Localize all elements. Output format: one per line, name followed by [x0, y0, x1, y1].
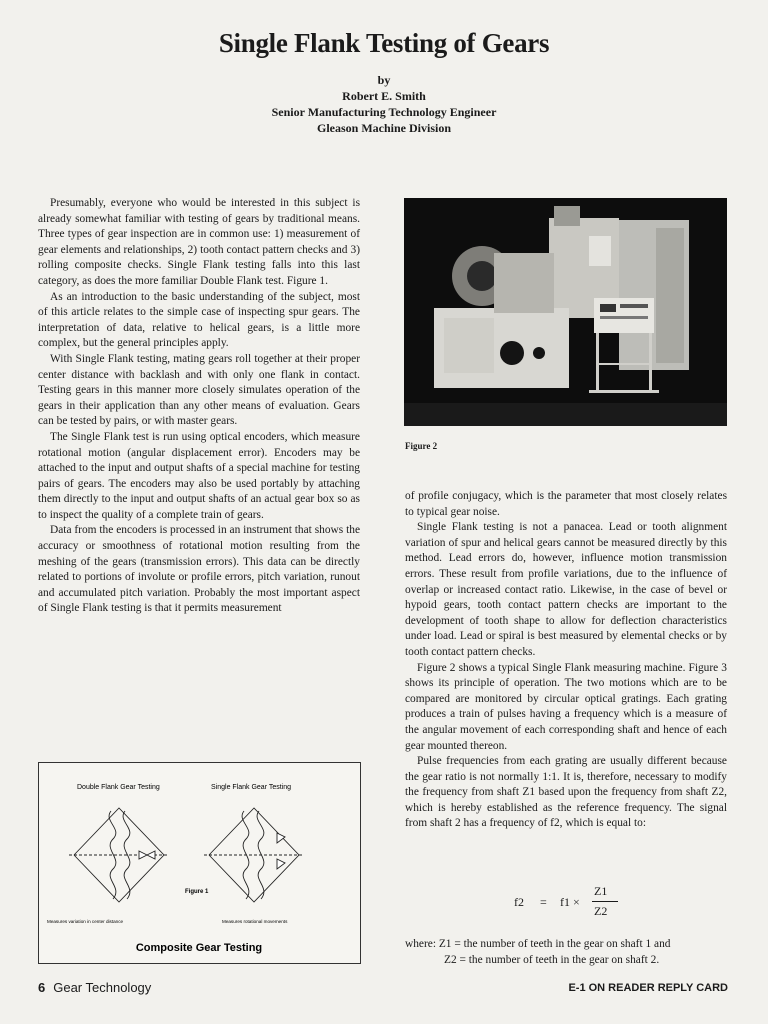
right-column [405, 489, 727, 832]
frequency-formula [510, 884, 630, 924]
page-number: 6 [38, 980, 46, 995]
right-paragraph-4: Pulse frequencies from each grating are usually different because the gear ratio is not normally 1:1. It is, therefore, necessary to modify the frequency from shaft Z1 based upon the frequency from shaft Z2, which is hereby established as the reference frequency. The signal from shaft 2 has a frequency of f2, which is equal to: [405, 755, 727, 830]
byline-author: Robert E. Smith [342, 89, 426, 103]
formula-equals: = [540, 895, 547, 909]
left-paragraph-5: Data from the encoders is processed in an instrument that shows the accuracy or smoothness of rotational motion resulting from the meshing of the gears (transmission errors). This data can be directly related to portions of involute or profile errors, pitch variation, runout and accumulated pitch variation. Probably the most important aspect of Single Flank testing is that it permits measurement [38, 524, 360, 615]
figure-1-title: Composite Gear Testing [135, 942, 263, 954]
figure-1-label: Figure 1 [185, 889, 209, 895]
formula-numerator: Z1 [594, 884, 608, 898]
left-paragraph-2: As an introduction to the basic understanding of the subject, most of this article relates to the simple case of inspecting spur gears. The interpretation of data, relative to helical gears, is a little more complex, but the general principles apply. [38, 290, 360, 350]
right-paragraph-2: Single Flank testing is not a panacea. Lead or tooth alignment variation of spur and helical gears cannot be measured directly by this method. Lead errors do, however, influence motion transmission errors. These result from profile variations, due to the influence of overlap or increased contact ratio. Likewise, in the case of bevel or hypoid gears, tooth contact pattern checks are important to the development of tooth shape to allow for deflection characteristics under load. Lead or spiral is best measured by elemental checks or by tooth contact pattern checks. [405, 521, 727, 658]
where-line-1: where: Z1 = the number of teeth in the gear on shaft 1 and [405, 938, 671, 950]
single-flank-caption: Measures rotational movements [222, 919, 288, 924]
formula-term: f1 × [560, 895, 580, 909]
single-flank-heading: Single Flank Gear Testing [211, 784, 292, 791]
article-title: Single Flank Testing of Gears [218, 28, 550, 58]
byline-by: by [377, 73, 391, 87]
double-flank-caption: Measures variation in center distance [47, 919, 124, 924]
formula-fraction-bar [592, 901, 618, 902]
byline-division: Gleason Machine Division [316, 121, 451, 135]
double-flank-heading: Double Flank Gear Testing [77, 784, 160, 791]
left-paragraph-3: With Single Flank testing, mating gears roll together at their proper center distance with backlash and with only one flank in contact. Testing gears in this manner more closely simulates operation of the gears in their application than any other means of evaluation. Gears can be tested by pairs, or with master gears. [38, 352, 360, 428]
double-flank-illustration [69, 808, 169, 902]
composite-gear-testing-diagram [39, 763, 360, 963]
byline-position: Senior Manufacturing Technology Engineer [271, 105, 497, 119]
footer-publication [38, 980, 151, 995]
reply-card-note: E-1 ON READER REPLY CARD [568, 982, 728, 994]
right-paragraph-3: Figure 2 shows a typical Single Flank measuring machine. Figure 3 shows its principle of operation. The two motions which are to be compared are monitored by circular optical gratings. Each grating produces a train of pulses having a frequency which is a measure of the angular movement of each corresponding shaft and hence of each gear mounted thereon. [405, 661, 727, 752]
single-flank-illustration [204, 808, 304, 902]
machine-photo-illustration [404, 198, 727, 426]
formula-denominator: Z2 [594, 904, 608, 918]
where-line-2: Z2 = the number of teeth in the gear on shaft 2. [444, 953, 660, 966]
figure-1-diagram [38, 762, 361, 964]
left-column [38, 196, 360, 617]
right-paragraph-1: of profile conjugacy, which is the parameter that most closely relates to typical gear noise. [405, 490, 727, 518]
publication-name: Gear Technology [53, 980, 152, 995]
variable-definitions [405, 937, 727, 968]
formula-lhs: f2 [514, 895, 524, 909]
figure-2-machine-photo [404, 198, 727, 426]
left-paragraph-1: Presumably, everyone who would be interested in this subject is already somewhat familiar with testing of gears by traditional means. Three types of gear inspection are in common use: 1) measurement of gear elements and relationships, 2) tooth contact pattern checks and 3) rolling composite checks. Single Flank testing falls into this last category, as does the more familiar Double Flank test. Figure 1. [38, 197, 360, 287]
left-paragraph-4: The Single Flank test is run using optical encoders, which measure rotational motion (angular displacement error). Encoders may be attached to the input and output shafts of a special machine for testing pairs of gears. The encoders may also be used portably by attaching them directly to the input and output shafts of an actual gear box so as to inspect the quality of a complete train of gears. [38, 430, 360, 521]
figure-2-caption: Figure 2 [405, 441, 438, 451]
byline [0, 72, 768, 136]
